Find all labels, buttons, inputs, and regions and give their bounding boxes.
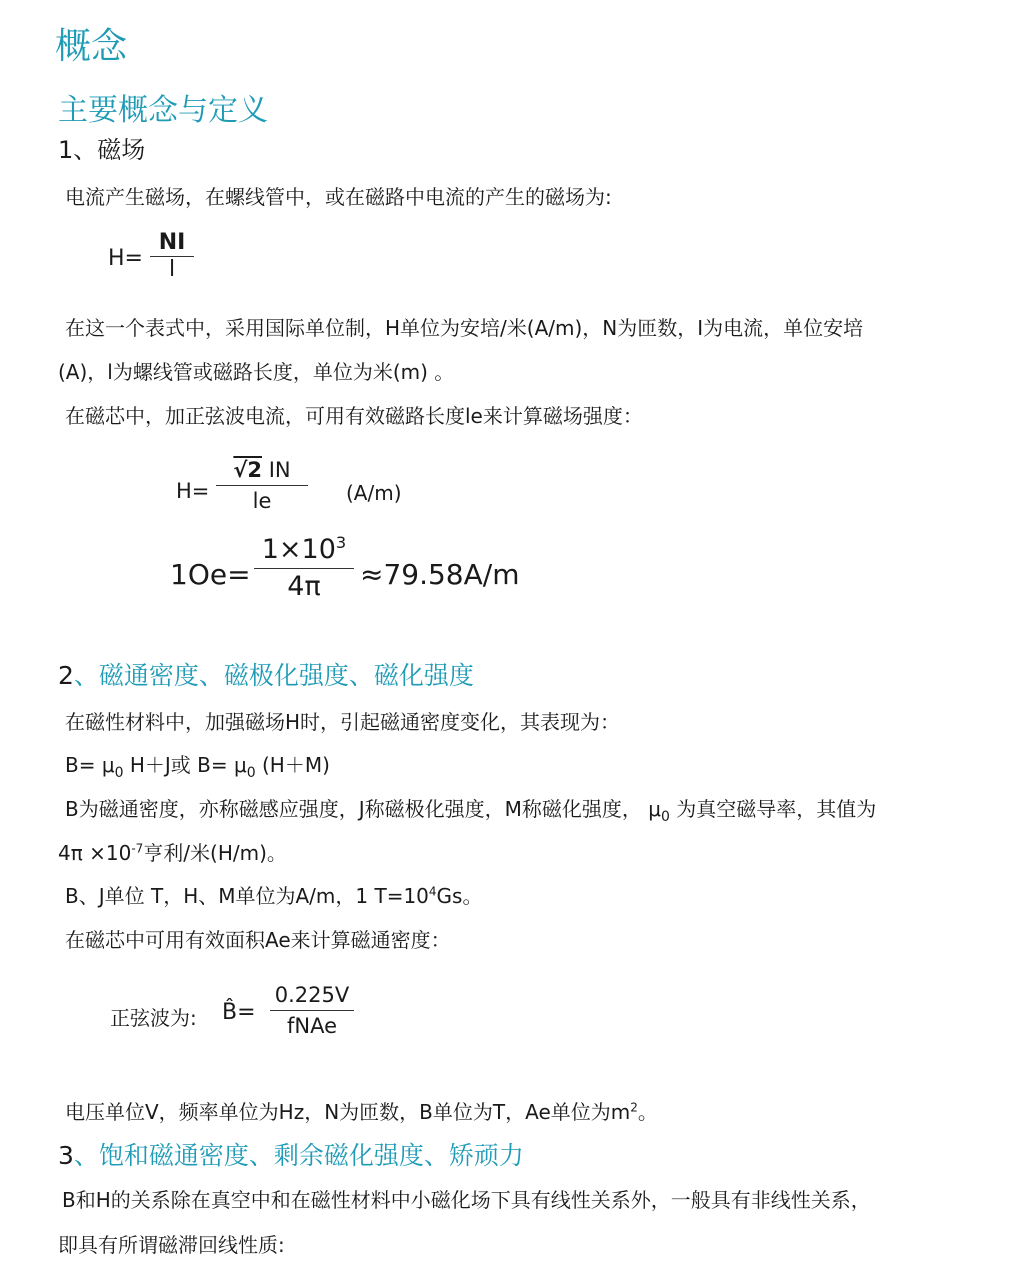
- subsection-3-title: 、饱和磁通密度、剩余磁化强度、矫顽力: [73, 1141, 524, 1170]
- page-title: 概念: [55, 26, 128, 67]
- text: Gs。: [436, 884, 483, 908]
- fraction: [150, 230, 194, 283]
- s2-paragraph-1: 在磁性材料中，加强磁场H时，引起磁通密度变化，其表现为：: [65, 710, 621, 734]
- text: B、J单位 T，H、M单位为A/m，1 T=10: [65, 884, 429, 908]
- fraction: [270, 980, 354, 1041]
- formula-label: 正弦波为:: [110, 1006, 197, 1030]
- s2-paragraph-2: [65, 749, 330, 781]
- text: 为真空磁导率，其值为: [676, 797, 877, 821]
- subsection-1-heading: 1、磁场: [58, 136, 146, 164]
- numerator: [262, 532, 346, 568]
- formula-lhs: B̂=: [222, 1000, 256, 1025]
- fraction: [216, 455, 308, 516]
- formula-rhs: ≈79.58A/m: [360, 558, 520, 591]
- superscript: 4: [428, 884, 437, 899]
- text: 。: [637, 1100, 658, 1124]
- text: 亨利/米(H/m)。: [143, 841, 287, 865]
- s3-paragraph-2: 即具有所谓磁滞回线性质:: [58, 1233, 285, 1257]
- subsection-2-title: 、磁通密度、磁极化强度、磁化强度: [73, 661, 474, 690]
- subsection-2-number: 2: [58, 661, 74, 690]
- subsection-3-number: 3: [58, 1141, 74, 1170]
- subscript: 0: [114, 765, 124, 781]
- denominator: l: [168, 257, 176, 282]
- text: B为磁通密度，亦称磁感应强度，J称磁极化强度，M称磁化强度， μ: [65, 797, 661, 821]
- s2-paragraph-5: [65, 880, 482, 909]
- superscript: 2: [630, 1100, 638, 1115]
- denominator: 4π: [287, 571, 321, 602]
- numerator-base: 1×10: [261, 534, 336, 565]
- formula-lhs: H=: [176, 479, 210, 503]
- subscript: 0: [246, 765, 256, 781]
- numerator: NI: [158, 230, 186, 255]
- numerator-rest: IN: [268, 458, 291, 482]
- subscript: 0: [660, 809, 670, 825]
- numerator: [233, 455, 290, 485]
- text: H＋J或 B= μ: [129, 753, 247, 777]
- text: (H＋M): [261, 753, 330, 777]
- numerator: 0.225V: [274, 983, 350, 1007]
- s2-paragraph-7: [65, 1096, 658, 1125]
- s2-paragraph-4: [58, 837, 287, 866]
- s3-paragraph-1: B和H的关系除在真空中和在磁性材料中小磁化场下具有线性关系外，一般具有非线性关系，: [62, 1188, 871, 1212]
- text: 电压单位V，频率单位为Hz，N为匝数，B单位为T，Ae单位为m: [65, 1100, 631, 1124]
- s2-paragraph-6: 在磁芯中可用有效面积Ae来计算磁通密度：: [65, 928, 451, 952]
- s1-paragraph-2a: 在这一个表式中，采用国际单位制，H单位为安培/米(A/m)，N为匝数，I为电流，单位安培: [65, 316, 864, 340]
- superscript: -7: [131, 841, 144, 856]
- section-heading: 主要概念与定义: [58, 93, 268, 128]
- text: 4π ×10: [58, 841, 132, 865]
- fraction: [254, 532, 354, 605]
- formula-unit: (A/m): [346, 481, 402, 505]
- s2-paragraph-3: [65, 793, 877, 825]
- subsection-2-heading: [58, 656, 474, 692]
- s1-paragraph-2b: (A)，l为螺线管或磁路长度，单位为米(m) 。: [58, 360, 455, 384]
- s1-paragraph-3: 在磁芯中，加正弦波电流，可用有效磁路长度le来计算磁场强度：: [65, 404, 643, 428]
- formula-lhs: 1Oe=: [170, 558, 251, 591]
- sqrt-symbol: √2: [233, 458, 263, 482]
- denominator: fNAe: [286, 1014, 338, 1038]
- denominator: le: [252, 489, 272, 513]
- s1-paragraph-1: 电流产生磁场，在螺线管中，或在磁路中电流的产生的磁场为:: [65, 185, 612, 209]
- numerator-exponent: 3: [335, 533, 347, 552]
- subsection-3-heading: [58, 1136, 524, 1172]
- formula-lhs: H=: [108, 246, 143, 271]
- text: B= μ: [65, 753, 115, 777]
